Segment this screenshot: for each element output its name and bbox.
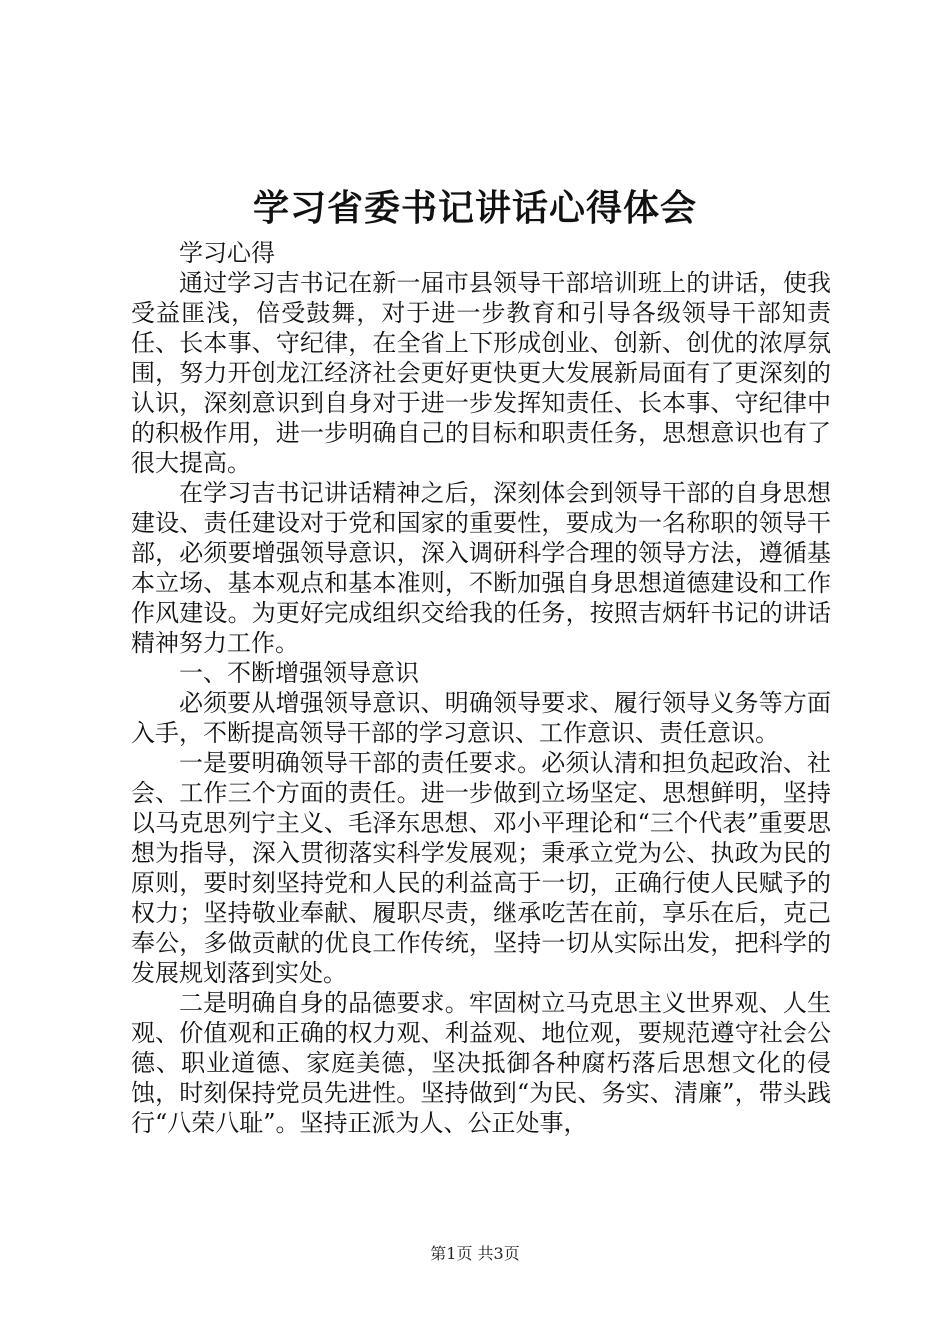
page-number-footer: 第1页 共3页 bbox=[430, 1244, 520, 1263]
section-heading-leadership-awareness: 一、不断增强领导意识 bbox=[179, 659, 419, 687]
paragraph-morality: 二是明确自身的品德要求。牢固树立马克思主义世界观、人生观、价值观和正确的权力观、利益观、地位观，要规范遵守社会公德、职业道德、家庭美德，坚决抵御各种腐朽落后思想文化的侵蚀，时刻保持党员先进性。坚持做到“为民、务实、清廉”，带头践行“八荣八耻”。坚持正派为人、公正处事， bbox=[131, 989, 831, 1137]
paragraph-intro: 通过学习吉书记在新一届市县领导干部培训班上的讲话，使我受益匪浅，倍受鼓舞，对于进一步教育和引导各级领导干部知责任、长本事、守纪律，在全省上下形成创业、创新、创优的浓厚氛围，努力开创龙江经济社会更好更快更大发展新局面有了更深刻的认识，深刻意识到自身对于进一步发挥知责任、长本事、守纪律中的积极作用，进一步明确自己的目标和职责任务，思想意识也有了很大提高。 bbox=[131, 269, 831, 477]
document-body bbox=[131, 238, 831, 1138]
paragraph-reflection: 在学习吉书记讲话精神之后，深刻体会到领导干部的自身思想建设、责任建设对于党和国家的重要性，要成为一名称职的领导干部，必须要增强领导意识，深入调研科学合理的领导方法，遵循基本立场、基本观点和基本准则，不断加强自身思想道德建设和工作作风建设。为更好完成组织交给我的任务，按照吉炳轩书记的讲话精神努力工作。 bbox=[131, 479, 831, 657]
paragraph-heading-study-notes: 学习心得 bbox=[179, 239, 275, 267]
paragraph-awareness: 必须要从增强领导意识、明确领导要求、履行领导义务等方面入手，不断提高领导干部的学习意识、工作意识、责任意识。 bbox=[131, 689, 831, 747]
paragraph-responsibility: 一是要明确领导干部的责任要求。必须认清和担负起政治、社会、工作三个方面的责任。进一步做到立场坚定、思想鲜明，坚持以马克思列宁主义、毛泽东思想、邓小平理论和“三个代表”重要思想为指导，深入贯彻落实科学发展观；秉承立党为公、执政为民的原则，要时刻坚持党和人民的利益高于一切，正确行使人民赋予的权力；坚持敬业奉献、履职尽责，继承吃苦在前，享乐在后，克己奉公，多做贡献的优良工作传统，坚持一切从实际出发，把科学的发展规划落到实处。 bbox=[131, 749, 831, 987]
document-title: 学习省委书记讲话心得体会 bbox=[252, 187, 697, 229]
